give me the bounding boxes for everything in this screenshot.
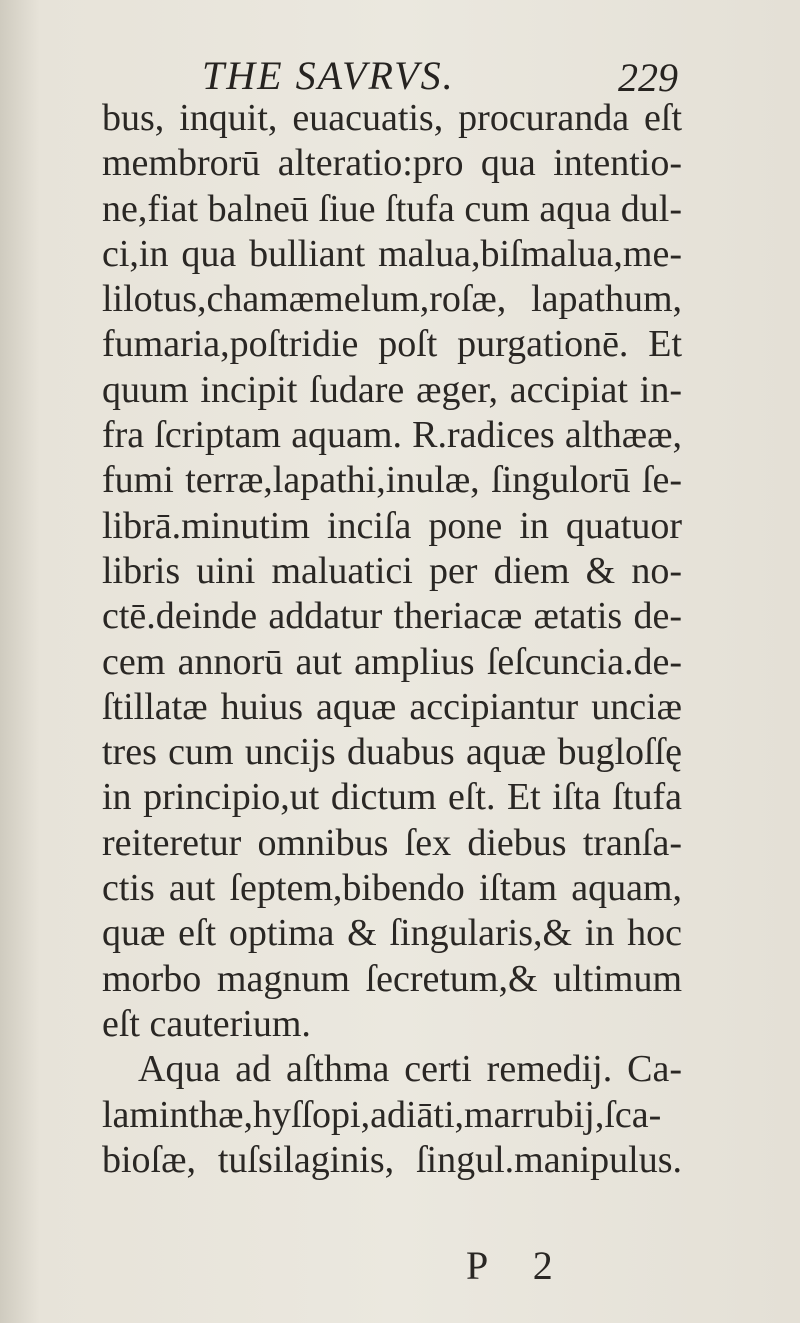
text-line: fumaria,poſtridie poſt purgationē. Et: [102, 323, 682, 366]
text-line: in principio,ut dictum eſt. Et iſta ſtufa: [102, 776, 682, 819]
text-line: librā.minutim inciſa pone in quatuor: [102, 504, 682, 547]
text-line: quum incipit ſudare æger, accipiat in-: [102, 368, 682, 411]
text-line: laminthæ,hyſſopi,adiāti,marrubij,ſca-: [102, 1093, 662, 1136]
text-line: lilotus,chamæmelum,roſæ, lapathum,: [102, 278, 682, 321]
text-line: quæ eſt optima & ſingularis,& in hoc: [102, 912, 682, 955]
text-line: ctē.deinde addatur theriacæ ætatis de-: [102, 595, 682, 638]
text-line: bus, inquit, euacuatis, procuranda eſt: [102, 97, 682, 139]
text-line: morbo magnum ſecretum,& ultimum: [102, 957, 682, 1000]
text-line: libris uini maluatici per diem & no-: [102, 549, 682, 592]
running-head: THE SAVRVS.: [202, 53, 455, 98]
text-line: ſtillatæ huius aquæ accipiantur unciæ: [102, 685, 682, 728]
text-line: membrorū alteratio:pro qua intentio-: [102, 142, 682, 185]
text-line: Aqua ad aſthma certi remedij. Ca-: [138, 1048, 682, 1091]
text-line: tres cum uncijs duabus aquæ bugloſſę: [102, 731, 682, 774]
text-line: reiteretur omnibus ſex diebus tranſa-: [102, 821, 682, 864]
page-number: 229: [618, 55, 678, 100]
text-line: eſt cauterium.: [102, 1002, 311, 1045]
text-line: bioſæ, tuſsilaginis, ſingul.manipulus.: [102, 1138, 682, 1181]
signature-mark: P 2: [466, 1243, 571, 1288]
body-text: [102, 96, 682, 1183]
text-line: fra ſcriptam aquam. R.radices althææ,: [102, 414, 682, 457]
text-line: ne,fiat balneū ſiue ſtufa cum aqua dul-: [102, 187, 682, 230]
text-line: cem annorū aut amplius ſeſcuncia.de-: [102, 640, 682, 683]
text-line: ci,in qua bulliant malua,biſmalua,me-: [102, 232, 682, 275]
text-line: ctis aut ſeptem,bibendo iſtam aquam,: [102, 867, 682, 910]
text-line: fumi terræ,lapathi,inulæ, ſingulorū ſe-: [102, 459, 682, 502]
